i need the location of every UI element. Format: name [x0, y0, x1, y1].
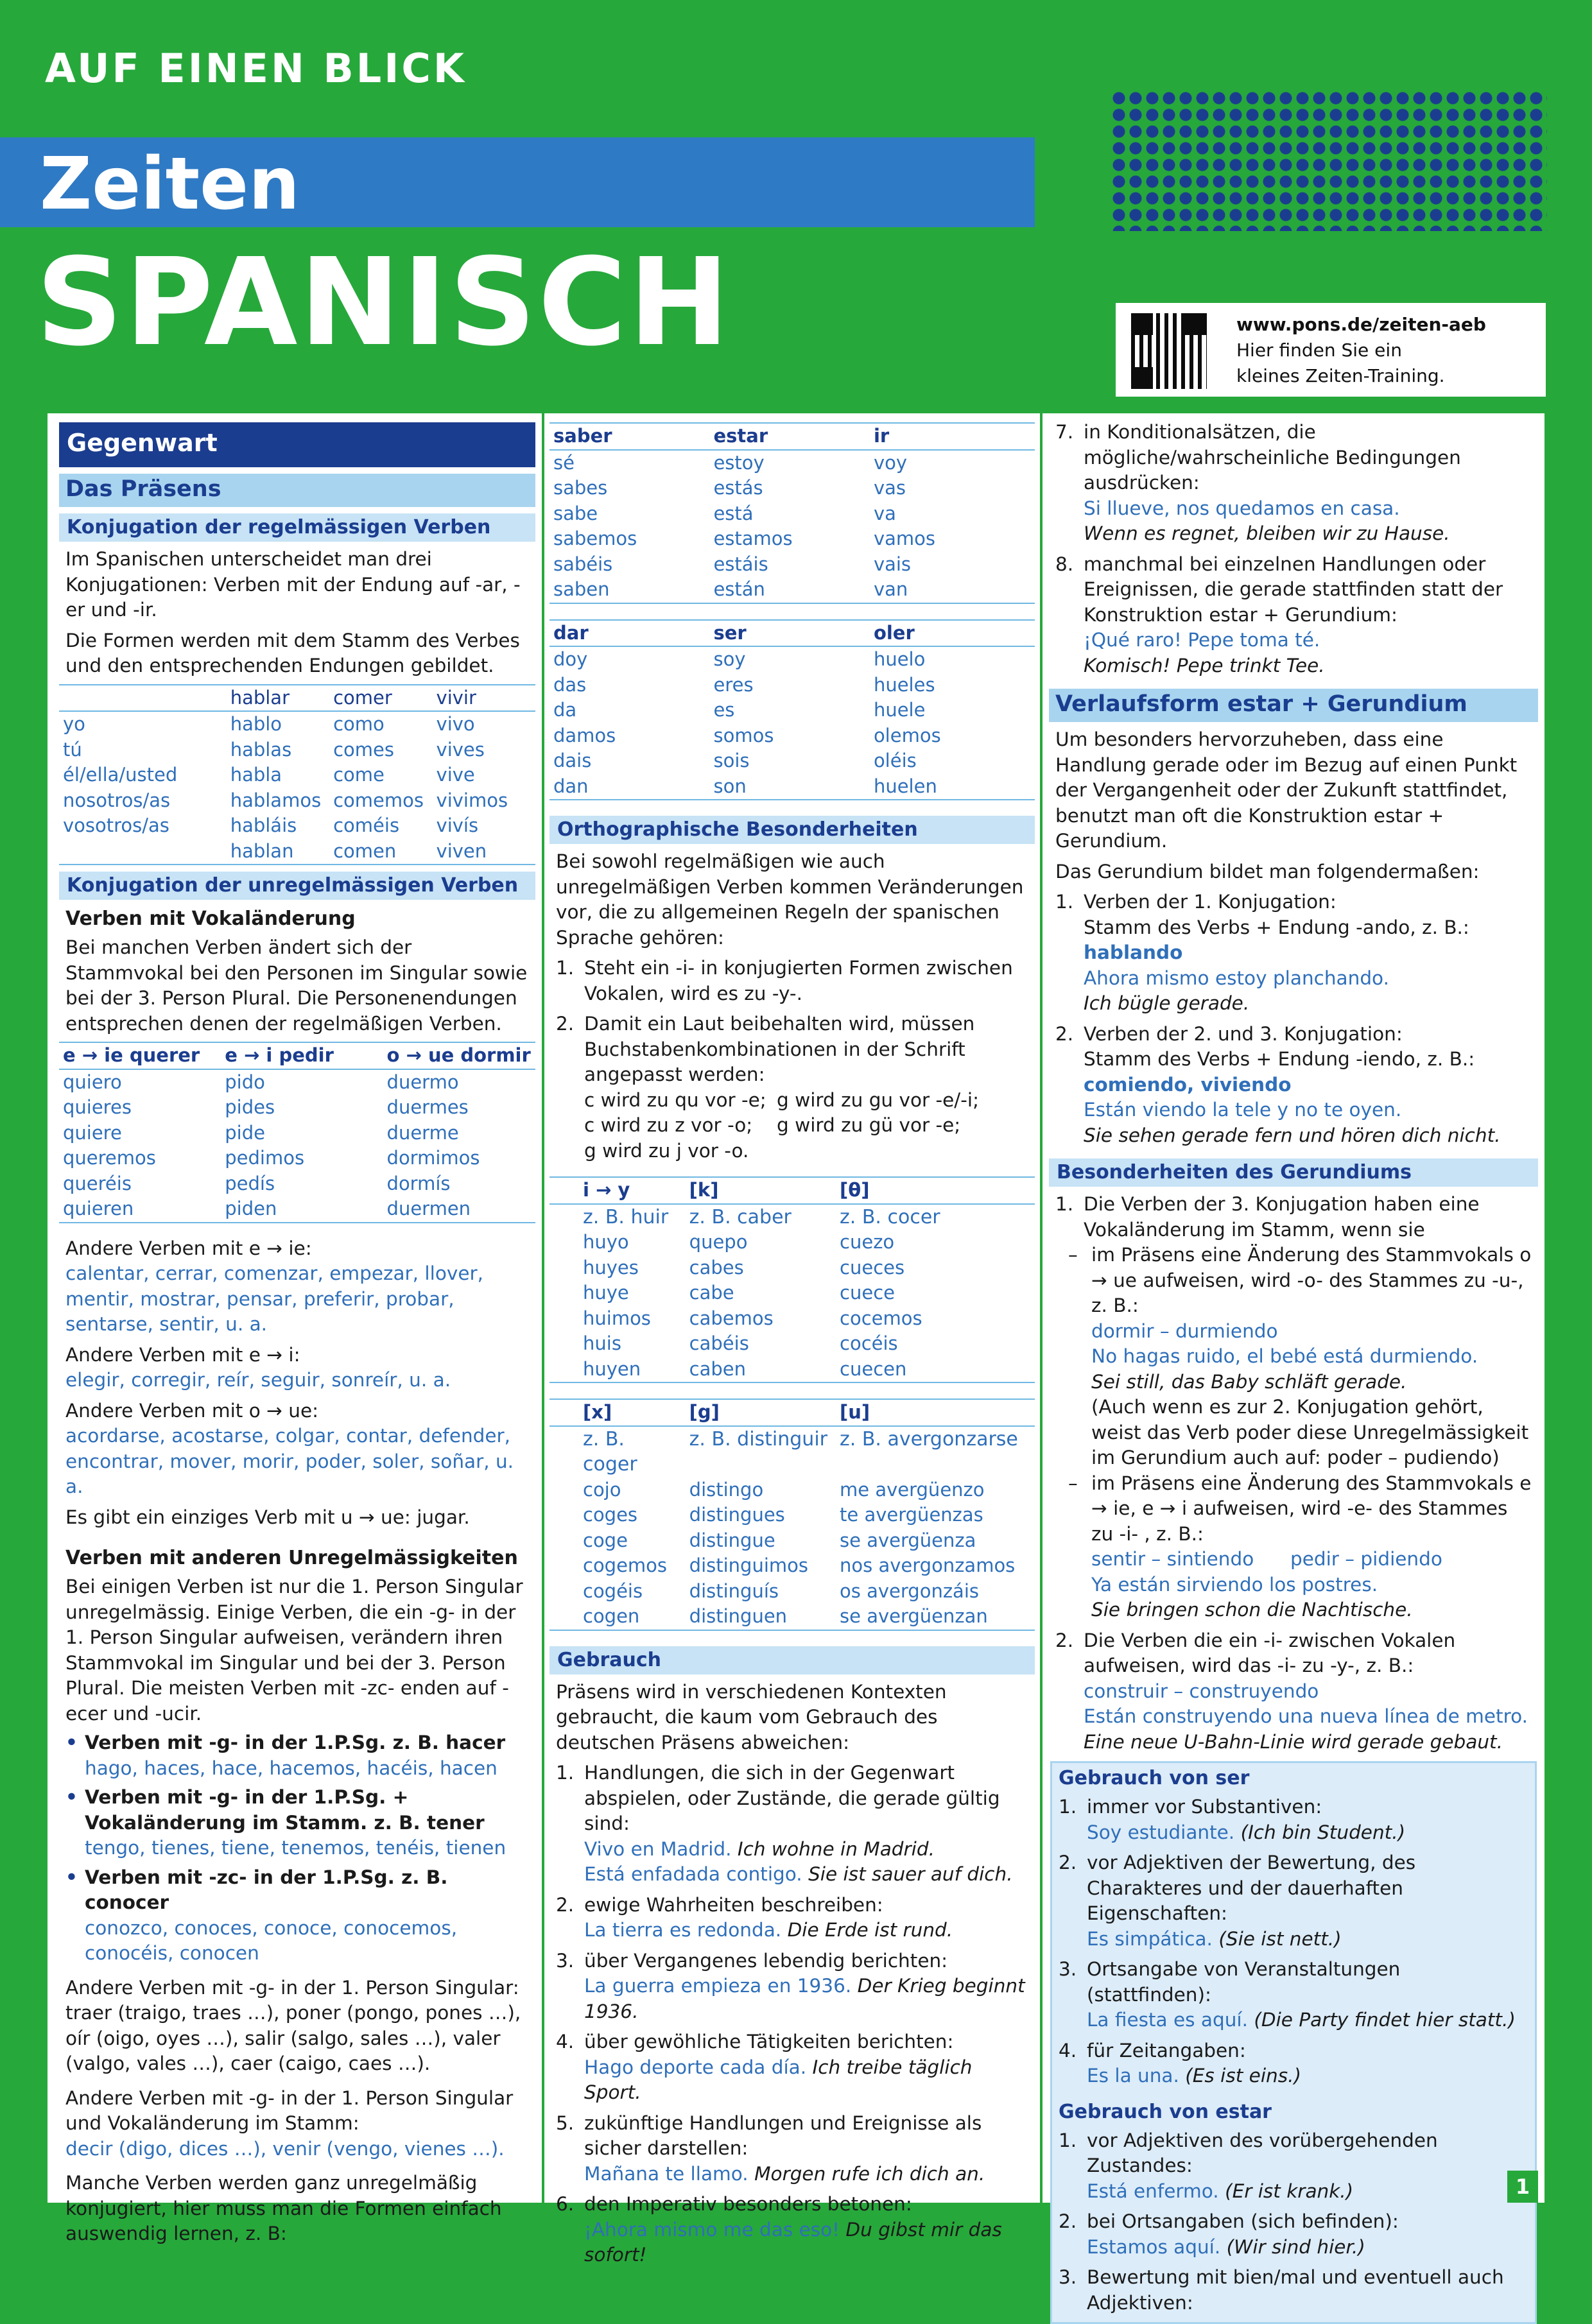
table-cell: comemos [333, 789, 424, 811]
kicker: AUF EINEN BLICK [45, 45, 467, 92]
table-cell: cabe [689, 1282, 734, 1304]
table-row [549, 1306, 1035, 1332]
table-cell: quieres [63, 1096, 132, 1118]
table-cell: está [713, 502, 754, 524]
table-row [549, 673, 1035, 698]
list-item: • Verben mit -g- in der 1.P.Sg. z. B. hacer hago, haces, hace, hacemos, hacéis, hacen [65, 1730, 529, 1781]
list-item: 2. Damit ein Laut beibehalten wird, müssen Buchstabenkombinationen in der Schrift angepasst werden: c wird zu qu vor -e; g wird zu gu vor -e/-i; c wird zu z vor -o; g wird zu gü vor -e; g wird zu j vor -o. [556, 1013, 980, 1162]
paragraph: Bei einigen Verben ist nur die 1. Person Singular unregelmässig. Einige Verben, die ein -g- in der 1. Person Singular aufweisen, verändern ihren Stammvokal im Singular und bei der 3. Person Plural. Die meisten Verben mit -zc- enden auf -ecer und -ucir. [65, 1576, 523, 1725]
verb-list: acordarse, acostarse, colgar, contar, defender, encontrar, mover, morir, poder, soler, soñar, u. a. [65, 1425, 514, 1497]
section-heading: Besonderheiten des Gerundiums [1049, 1158, 1538, 1187]
list-item: 3. Bewertung mit bien/mal und eventuell auch Adjektiven: [1059, 2266, 1504, 2314]
table-cell: coméis [333, 814, 400, 836]
table-row [549, 1357, 1035, 1383]
numbered-list [1055, 890, 1532, 1148]
section-heading: Das Präsens [59, 474, 535, 507]
table-cell: huimos [583, 1307, 651, 1329]
table-cell: distingues [689, 1504, 785, 1526]
table-cell: cogéis [583, 1579, 643, 1602]
list-item: 2. bei Ortsangaben (sich befinden): Estamos aquí. (Wir sind hier.) [1059, 2210, 1399, 2258]
table-row [59, 711, 535, 737]
table-cell: como [333, 713, 385, 735]
table-cell: [u] [836, 1399, 1035, 1426]
paragraph: Präsens wird in verschiedenen Kontexten gebraucht, die kaum vom Gebrauch des deutschen Präsens abweichen: [556, 1680, 947, 1753]
table-cell: vais [873, 553, 912, 575]
table-cell: duerme [386, 1121, 459, 1144]
paragraph: Die Formen werden mit dem Stamm des Verbes und den entsprechenden Endungen gebildet. [65, 629, 520, 676]
table-cell: sois [713, 750, 750, 771]
qr-line2: kleines Zeiten-Training. [1236, 365, 1445, 386]
table-cell: te avergüenzas [840, 1504, 983, 1526]
list-item: 1. Verben der 1. Konjugation: Stamm des Verbs + Endung -ando, z. B.: hablando Ahora mismo estoy planchando. Ich bügle gerade. [1055, 891, 1469, 1014]
label: Andere Verben mit e → ie: [65, 1237, 312, 1259]
table-row [59, 1121, 535, 1146]
paragraph: Andere Verben mit -g- in der 1. Person Singular und Vokaländerung im Stamm: [65, 2087, 514, 2134]
table-cell: o → ue dormir [383, 1042, 535, 1069]
table-row [549, 577, 1035, 603]
table-cell: piden [221, 1196, 383, 1223]
table-cell: sabemos [553, 528, 637, 549]
table-cell: pides [225, 1096, 275, 1118]
list-item: 1. vor Adjektiven des vorübergehenden Zustandes: Está enfermo. (Er ist krank.) [1059, 2129, 1438, 2202]
section-heading: Verlaufsform estar + Gerundium [1049, 689, 1538, 722]
table-cell: él/ella/usted [63, 764, 178, 786]
table-row [549, 552, 1035, 578]
list-item: 2. Verben der 2. und 3. Konjugation: Stamm des Verbs + Endung -iendo, z. B.: comiendo, viviendo Están viendo la tele y no te oyen. Sie sehen gerade fern und hören dich nicht. [1055, 1022, 1501, 1146]
table-cell: come [333, 764, 385, 786]
page-title: Zeiten [40, 142, 300, 226]
table-cell: quiero [63, 1071, 122, 1093]
table-row [549, 698, 1035, 723]
list-item: 1. Handlungen, die sich in der Gegenwart abspielen, oder Zustände, die gerade gültig sind: Vivo en Madrid. Ich wohne in Madrid. Está enfadada contigo. Sie ist sauer auf dich. [556, 1762, 1013, 1885]
list-item: 7. in Konditionalsätzen, die mögliche/wahrscheinliche Bedingungen ausdrücken: Si llueve, nos quedamos en casa. Wenn es regnet, bleiben wir zu Hause. [1055, 421, 1461, 544]
table-cell: voy [873, 451, 908, 474]
list-item: 3. Ortsangabe von Veranstaltungen (stattfinden): La fiesta es aquí. (Die Party findet hier statt.) [1059, 1958, 1516, 2031]
bullet-list [65, 1730, 529, 1967]
section-heading: Orthographische Besonderheiten [549, 816, 1035, 844]
table-cell: comen [329, 839, 432, 865]
table-cell: vive [436, 764, 475, 786]
table-cell: z. B. coger [583, 1427, 637, 1476]
list-item: 4. für Zeitangaben: Es la una. (Es ist eins.) [1059, 2039, 1301, 2087]
label: Es gibt ein einziges Verb mit u → ue: jugar. [65, 1506, 470, 1528]
list-item: 6. den Imperativ besonders betonen: ¡Ahora mismo me das eso! Du gibst mir das sofort! [556, 2193, 1002, 2266]
table-cell: hablamos [230, 789, 322, 811]
pons-logo [1111, 90, 1547, 231]
table-cell: coge [583, 1529, 628, 1551]
list-item: 1. Die Verben der 3. Konjugation haben eine Vokaländerung im Stamm, wenn sie – im Präsens eine Änderung des Stammvokals o → ue aufweisen, wird -o- des Stammes zu -u-, z. B.: dormir – durmiendo No hagas ruido, el bebé está durmiendo. Sei still, das Baby schläft gerade. (Auch wenn es zur 2. Konjugation gehört, weist das Verb poder diese Unregelmässigkeit im Gerundium auch auf: poder – pudiendo) – im Präsens eine Änderung des Stammvokals e → ie, e → i aufweisen, wird -e- des Stammes zu -i- , z. B.: sentir – sintiendo pedir – pidiendo Ya están sirviendo los postres. Sie bringen schon die Nachtische. [1055, 1192, 1532, 1623]
table-row [59, 1196, 535, 1223]
table-cell: comes [333, 738, 394, 761]
table-cell: huyes [583, 1256, 639, 1278]
list-item: 5. zukünftige Handlungen und Ereignisse als sicher darstellen: Mañana te llamo. Morgen rufe ich dich an. [556, 2112, 985, 2185]
list-item: 8. manchmal bei einzelnen Handlungen oder Ereignissen, die gerade stattfinden statt der Konstruktion estar + Gerundium: ¡Qué raro! Pepe toma té. Komisch! Pepe trinkt Tee. [1055, 553, 1503, 676]
table-row [59, 1146, 535, 1171]
language-title: SPANISCH [36, 232, 732, 373]
verb-list: elegir, corregir, reír, seguir, sonreír, u. a. [65, 1369, 451, 1391]
table-cell [59, 685, 227, 712]
table-row [549, 1528, 1035, 1554]
table-row [549, 646, 1035, 673]
table-cell: estamos [713, 528, 793, 549]
table-row [549, 1230, 1035, 1255]
numbered-list [1055, 1192, 1532, 1755]
list-item: 3. über Vergangenes lebendig berichten: La guerra empieza en 1936. Der Krieg beginnt 1936. [556, 1949, 1025, 2022]
table-cell: estáis [713, 553, 768, 575]
table-cell: e → i pedir [221, 1042, 383, 1069]
table-cell: cuece [840, 1282, 895, 1304]
table-row [549, 620, 1035, 647]
conjugation-table [549, 1399, 1035, 1631]
table-cell: huele [873, 699, 926, 721]
section-heading: Konjugation der unregelmässigen Verben [59, 872, 535, 900]
conjugation-table [59, 1042, 535, 1223]
conjugation-table [549, 1176, 1035, 1383]
table-cell: vivo [436, 713, 475, 735]
table-cell: queremos [63, 1147, 156, 1169]
table-cell: cabéis [689, 1332, 749, 1354]
table-cell: están [709, 577, 869, 603]
table-row [59, 1171, 535, 1197]
table-cell: hablas [230, 738, 292, 761]
section-heading: Gebrauch [549, 1646, 1035, 1674]
table-cell: [x] [549, 1399, 686, 1426]
table-cell: distingo [689, 1478, 764, 1501]
table-row [59, 839, 535, 865]
label: Andere Verben mit e → i: [65, 1343, 300, 1366]
table-cell: huyo [583, 1231, 629, 1253]
section-heading: Konjugation der regelmässigen Verben [59, 513, 535, 542]
table-cell: es [713, 699, 735, 721]
table-cell: estás [713, 477, 763, 499]
qr-line1: Hier finden Sie ein [1236, 340, 1402, 361]
table-cell: saber [549, 423, 709, 450]
table-cell: huye [583, 1282, 629, 1304]
table-cell: vivís [436, 814, 479, 836]
table-cell: huis [583, 1332, 621, 1354]
table-cell: estoy [713, 451, 765, 474]
table-cell: distinguís [689, 1579, 779, 1602]
table-cell: vivir [433, 685, 535, 712]
verb-list: decir (digo, dices …), venir (vengo, vienes …). [65, 2137, 505, 2160]
table-cell: hueles [873, 673, 935, 696]
table-cell: quepo [689, 1231, 748, 1253]
table-cell: olemos [873, 724, 941, 746]
table-cell: pedís [225, 1172, 275, 1194]
qr-box[interactable] [1116, 303, 1546, 397]
table-cell: cuecen [836, 1357, 1035, 1383]
table-cell: distinguen [686, 1604, 836, 1630]
table-row [549, 1399, 1035, 1426]
table-cell: os avergonzáis [840, 1579, 979, 1602]
table-cell: habláis [230, 814, 297, 836]
table-cell: ir [870, 423, 1035, 450]
table-cell: huyen [549, 1357, 686, 1383]
table-cell: sabe [553, 502, 598, 524]
table-row [549, 1255, 1035, 1281]
column-3 [1049, 413, 1538, 2314]
qr-code-icon[interactable] [1131, 313, 1207, 389]
table-cell: distinguimos [689, 1554, 808, 1576]
table-cell: ser [709, 620, 869, 647]
paragraph: Bei sowohl regelmäßigen wie auch unregelmäßigen Verben kommen Veränderungen vor, die zu allgemeinen Regeln der spanischen Sprache gehören: [556, 850, 1024, 949]
table-row [549, 1280, 1035, 1306]
table-cell: z. B. distinguir [689, 1427, 827, 1450]
table-cell: me avergüenzo [840, 1478, 985, 1501]
table-row [59, 1069, 535, 1096]
content-panel [45, 411, 1547, 2314]
section-heading: Gegenwart [59, 422, 535, 467]
table-cell: huelo [873, 648, 926, 670]
table-cell: queréis [63, 1172, 132, 1194]
table-row [549, 1331, 1035, 1357]
table-row [549, 774, 1035, 800]
table-cell: cocéis [840, 1332, 898, 1354]
table-cell: vamos [873, 528, 935, 549]
numbered-list [1055, 420, 1532, 678]
table-cell: [θ] [836, 1177, 1035, 1204]
table-cell: hablar [227, 685, 329, 712]
table-cell: [k] [686, 1177, 836, 1204]
table-cell: sabes [553, 477, 608, 499]
table-row [549, 450, 1035, 476]
table-cell: dan [549, 774, 709, 800]
paragraph: Um besonders hervorzuheben, dass eine Handlung gerade oder im Bezug auf einen Punkt der Vergangenheit oder der Zukunft stattfindet, benutzt man oft die Konstruktion estar + Gerundium. [1055, 728, 1518, 852]
usage-box [1050, 1761, 1537, 2324]
list-item: • Verben mit -g- in der 1.P.Sg. + Vokaländerung im Stamm. z. B. tener tengo, tienes, tiene, tenemos, tenéis, tienen [65, 1785, 529, 1861]
table-cell: somos [713, 724, 774, 746]
subheading: Verben mit anderen Unregelmässigkeiten [65, 1547, 518, 1569]
table-row [549, 1604, 1035, 1630]
list-item: • Verben mit -zc- in der 1.P.Sg. z. B. conocer conozco, conoces, conoce, conocemos, conocéis, conocen [65, 1865, 529, 1967]
table-row [59, 788, 535, 814]
column-divider [542, 413, 544, 2203]
table-row [59, 813, 535, 839]
page-number: 1 [1507, 2171, 1538, 2203]
table-cell: van [870, 577, 1035, 603]
column-2 [549, 413, 1035, 2266]
table-cell: se avergüenzan [836, 1604, 1035, 1630]
table-cell: estar [709, 423, 869, 450]
table-cell: vas [873, 477, 906, 499]
table-row [549, 1177, 1035, 1204]
table-cell: z. B. caber [689, 1205, 792, 1228]
table-cell: dar [549, 620, 709, 647]
verb-list: calentar, cerrar, comenzar, empezar, llover, mentir, mostrar, pensar, preferir, probar, sentarse, sentir, u. a. [65, 1262, 483, 1335]
table-cell: cabes [689, 1256, 744, 1278]
table-cell: e → ie querer [59, 1042, 221, 1069]
table-cell: coges [583, 1504, 638, 1526]
table-cell: hablan [227, 839, 329, 865]
table-row [59, 1095, 535, 1121]
table-cell: [g] [686, 1399, 836, 1426]
conjugation-table [549, 422, 1035, 604]
conjugation-table [549, 619, 1035, 801]
table-cell: huelen [870, 774, 1035, 800]
table-row [549, 423, 1035, 450]
table-cell: oler [870, 620, 1035, 647]
table-row [549, 723, 1035, 749]
subheading: Verben mit Vokaländerung [65, 908, 356, 930]
table-cell: z. B. huir [583, 1205, 669, 1228]
table-cell: cogen [549, 1604, 686, 1630]
column-divider [1040, 413, 1043, 2203]
table-cell: comer [329, 685, 432, 712]
table-cell: viven [433, 839, 535, 865]
table-cell: pedimos [225, 1147, 305, 1169]
table-cell: cogemos [583, 1554, 668, 1576]
table-cell: das [553, 673, 587, 696]
table-cell: cocemos [840, 1307, 922, 1329]
table-row [59, 737, 535, 763]
table-row [549, 526, 1035, 552]
table-row [549, 1477, 1035, 1503]
table-cell: eres [713, 673, 754, 696]
table-cell: hablo [230, 713, 282, 735]
box-heading: Gebrauch von ser [1059, 1767, 1250, 1789]
paragraph: Andere Verben mit -g- in der 1. Person Singular: traer (traigo, traes …), poner (pongo, pones …), oír (oigo, oyes …), salir (salgo, sales …), valer (valgo, vales …), caer (caigo, caes …). [65, 1976, 521, 2074]
table-cell: quiere [63, 1121, 122, 1144]
table-cell [59, 839, 227, 865]
table-cell: vives [436, 738, 485, 761]
table-cell: pide [225, 1121, 265, 1144]
table-cell: distingue [689, 1529, 775, 1551]
table-cell: cuezo [840, 1231, 895, 1253]
table-cell: se avergüenza [840, 1529, 976, 1551]
numbered-list [1059, 1795, 1528, 2089]
table-row [549, 1553, 1035, 1579]
qr-url[interactable]: www.pons.de/zeiten-aeb [1236, 314, 1486, 335]
table-cell: oléis [873, 750, 917, 771]
table-cell: cueces [840, 1256, 905, 1278]
box-heading: Gebrauch von estar [1059, 2100, 1272, 2123]
list-item: 2. Die Verben die ein -i- zwischen Vokalen aufweisen, wird das -i- zu -y-, z. B.: construir – construyendo Están construyendo una nueva línea de metro. Eine neue U-Bahn-Linie wird gerade gebaut. [1055, 1629, 1528, 1753]
table-cell: sé [553, 451, 575, 474]
table-cell: sabéis [553, 553, 613, 575]
table-cell: yo [63, 713, 85, 735]
table-row [59, 685, 535, 712]
table-cell: nosotros/as [63, 789, 171, 811]
list-item: 4. über gewöhliche Tätigkeiten berichten: Hago deporte cada día. Ich treibe täglich Sport. [556, 2031, 973, 2103]
table-row [549, 1204, 1035, 1230]
table-cell: vivimos [436, 789, 508, 811]
table-cell: damos [553, 724, 616, 746]
table-cell: i → y [549, 1177, 686, 1204]
table-cell: habla [230, 764, 282, 786]
paragraph: Das Gerundium bildet man folgendermaßen: [1055, 860, 1480, 882]
table-cell: caben [686, 1357, 836, 1383]
numbered-list [1059, 2128, 1528, 2316]
table-cell: da [553, 699, 577, 721]
table-row [549, 1426, 1035, 1477]
numbered-list [556, 1760, 1028, 2268]
table-cell: soy [713, 648, 746, 670]
paragraph: Bei manchen Verben ändert sich der Stammvokal bei den Personen im Singular sowie bei der 3. Person Plural. Die Personenendungen entsprechen denen der regelmäßigen Verben. [65, 936, 528, 1035]
table-cell: vosotros/as [63, 814, 169, 836]
table-cell: dormimos [386, 1147, 480, 1169]
table-cell: son [709, 774, 869, 800]
table-cell: dormís [386, 1172, 451, 1194]
table-cell: saben [549, 577, 709, 603]
table-row [549, 476, 1035, 501]
list-item: 1. immer vor Substantiven: Soy estudiante. (Ich bin Student.) [1059, 1796, 1406, 1843]
table-row [59, 762, 535, 788]
table-cell: cojo [583, 1478, 621, 1501]
conjugation-table [59, 684, 535, 866]
table-cell: doy [553, 648, 588, 670]
table-cell: tú [63, 738, 82, 761]
table-cell: cabemos [689, 1307, 774, 1329]
table-row [549, 748, 1035, 774]
table-cell: quieren [59, 1196, 221, 1223]
table-cell: va [873, 502, 896, 524]
table-row [59, 1042, 535, 1069]
column-1 [59, 413, 535, 2244]
table-row [549, 1579, 1035, 1605]
paragraph: Manche Verben werden ganz unregelmäßig konjugiert, hier muss man die Formen einfach auswendig lernen, z. B: [65, 2172, 502, 2244]
table-cell: duermen [383, 1196, 535, 1223]
table-cell: dais [553, 750, 592, 771]
table-cell: z. B. avergonzarse [840, 1427, 1018, 1450]
table-row [549, 501, 1035, 527]
table-row [549, 1502, 1035, 1528]
table-cell: z. B. cocer [840, 1205, 940, 1228]
table-cell: nos avergonzamos [840, 1554, 1016, 1576]
list-item: 1. Steht ein -i- in konjugierten Formen zwischen Vokalen, wird es zu -y-. [556, 957, 1013, 1004]
label: Andere Verben mit o → ue: [65, 1399, 319, 1422]
paragraph: Im Spanischen unterscheidet man drei Konjugationen: Verben mit der Endung auf -ar, -er und -ir. [65, 548, 521, 621]
table-cell: pido [225, 1071, 265, 1093]
table-cell: duermo [386, 1071, 459, 1093]
table-cell: duermes [386, 1096, 469, 1118]
numbered-list [556, 956, 1028, 1164]
list-item: 2. vor Adjektiven der Bewertung, des Charakteres und der dauerhaften Eigenschaften: Es simpática. (Sie ist nett.) [1059, 1852, 1416, 1950]
list-item: 2. ewige Wahrheiten beschreiben: La tierra es redonda. Die Erde ist rund. [556, 1893, 953, 1941]
